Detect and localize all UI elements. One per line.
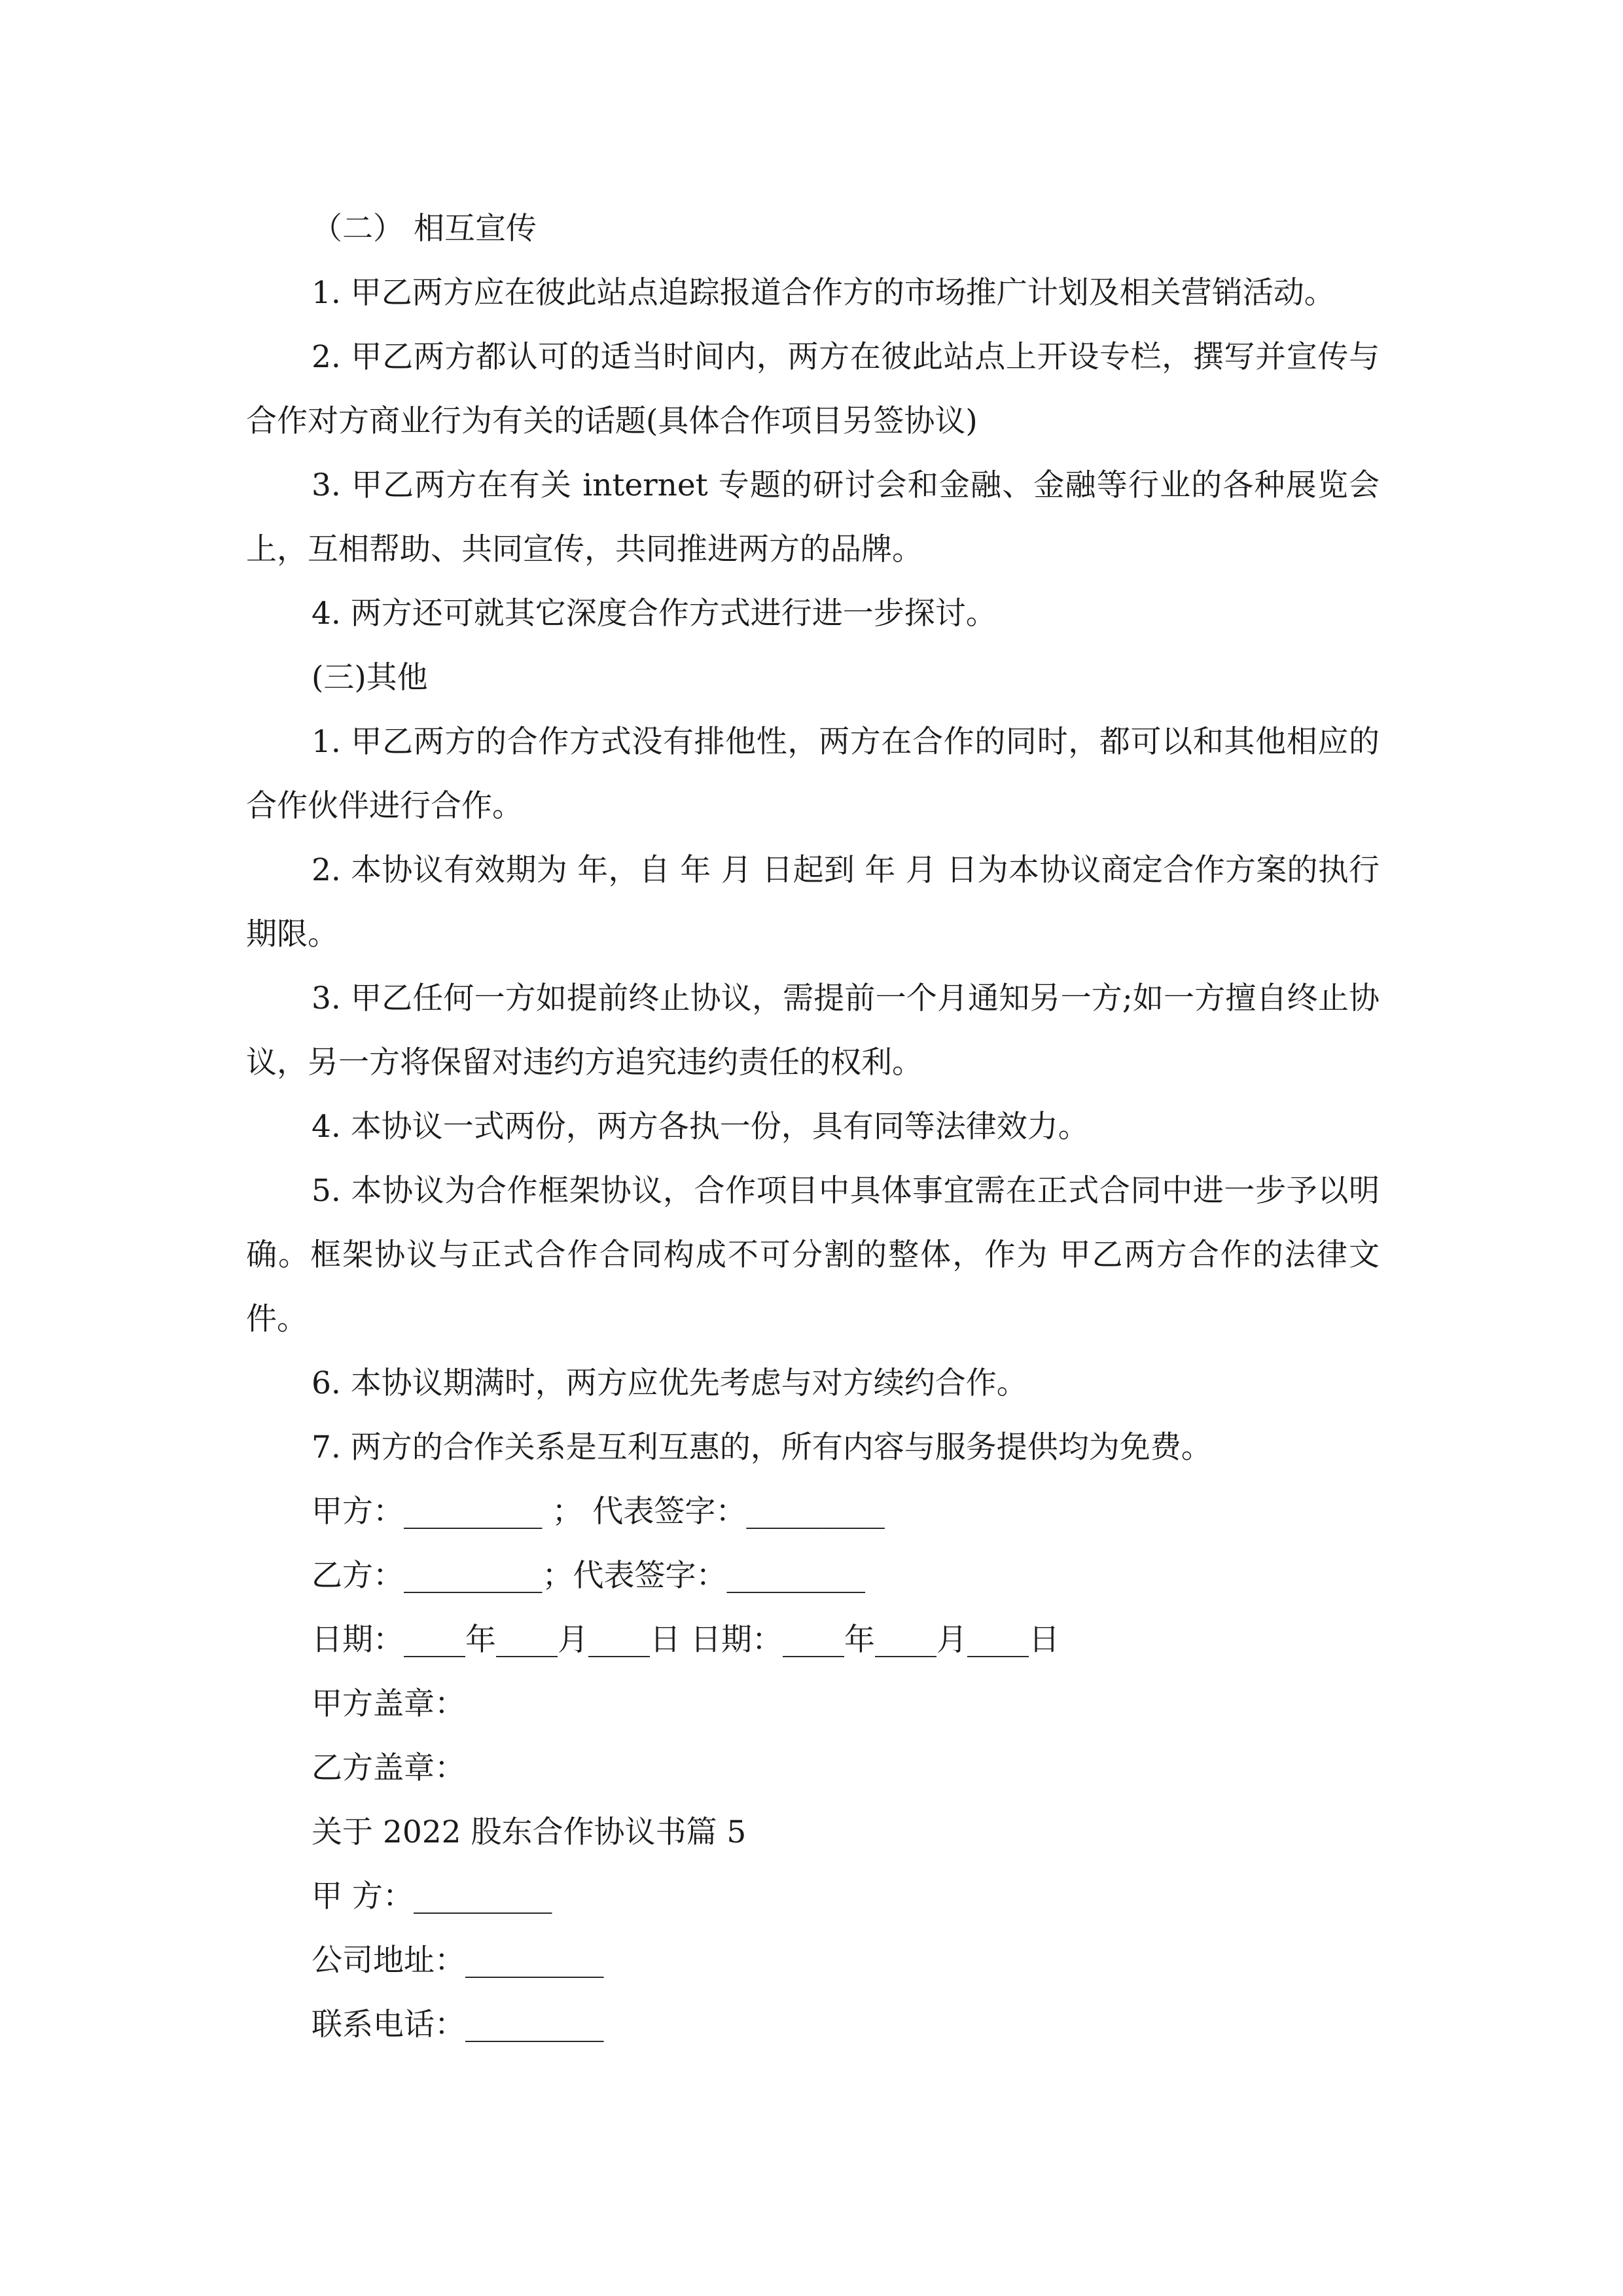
section3-item-4: 4. 本协议一式两份，两方各执一份，具有同等法律效力。 — [312, 1109, 1089, 1145]
next-section-title: 关于 2022 股东合作协议书篇 5 — [312, 1814, 747, 1850]
section2-item-1: 1. 甲乙两方应在彼此站点追踪报道合作方的市场推广计划及相关营销活动。 — [312, 275, 1335, 311]
section3-item-3: 3. 甲乙任何一方如提前终止协议，需提前一个月通知另一方;如一方擅自终止协议，另一方将保留对违约方追究违约责任的权利。 — [246, 980, 1380, 1081]
section-heading-2: （二） 相互宣传 — [312, 211, 537, 247]
next-party-a-line: 甲 方：_________ — [312, 1878, 552, 1914]
section-heading-3: (三)其他 — [312, 660, 428, 696]
section3-item-1: 1. 甲乙两方的合作方式没有排他性，两方在合作的同时，都可以和其他相应的合作伙伴进行合作。 — [246, 724, 1380, 824]
next-address-line: 公司地址：_________ — [312, 1943, 604, 1979]
party-a-signature-line: 甲方：_________ ； 代表签字：_________ — [312, 1494, 885, 1530]
party-b-signature-line: 乙方：_________；代表签字：_________ — [312, 1558, 865, 1594]
party-a-seal-line: 甲方盖章： — [312, 1686, 465, 1722]
signature-dates-line: 日期：____年____月____日 日期：____年____月____日 — [312, 1622, 1060, 1658]
next-phone-line: 联系电话：_________ — [312, 2007, 604, 2043]
party-b-seal-line: 乙方盖章： — [312, 1750, 465, 1786]
section2-item-4: 4. 两方还可就其它深度合作方式进行进一步探讨。 — [312, 596, 997, 632]
section2-item-2: 2. 甲乙两方都认可的适当时间内，两方在彼此站点上开设专栏，撰写并宣传与合作对方商业行为有关的话题(具体合作项目另签协议) — [246, 339, 1380, 439]
document-body — [246, 197, 1380, 2057]
section3-item-2: 2. 本协议有效期为 年，自 年 月 日起到 年 月 日为本协议商定合作方案的执行期限。 — [246, 852, 1380, 952]
section2-item-3: 3. 甲乙两方在有关 internet 专题的研讨会和金融、金融等行业的各种展览会上，互相帮助、共同宣传，共同推进两方的品牌。 — [246, 467, 1380, 567]
section3-item-6: 6. 本协议期满时，两方应优先考虑与对方续约合作。 — [312, 1365, 1027, 1401]
section3-item-5: 5. 本协议为合作框架协议，合作项目中具体事宜需在正式合同中进一步予以明确。框架协议与正式合作合同构成不可分割的整体，作为 甲乙两方合作的法律文件。 — [246, 1173, 1380, 1337]
section3-item-7: 7. 两方的合作关系是互利互惠的，所有内容与服务提供均为免费。 — [312, 1429, 1212, 1465]
